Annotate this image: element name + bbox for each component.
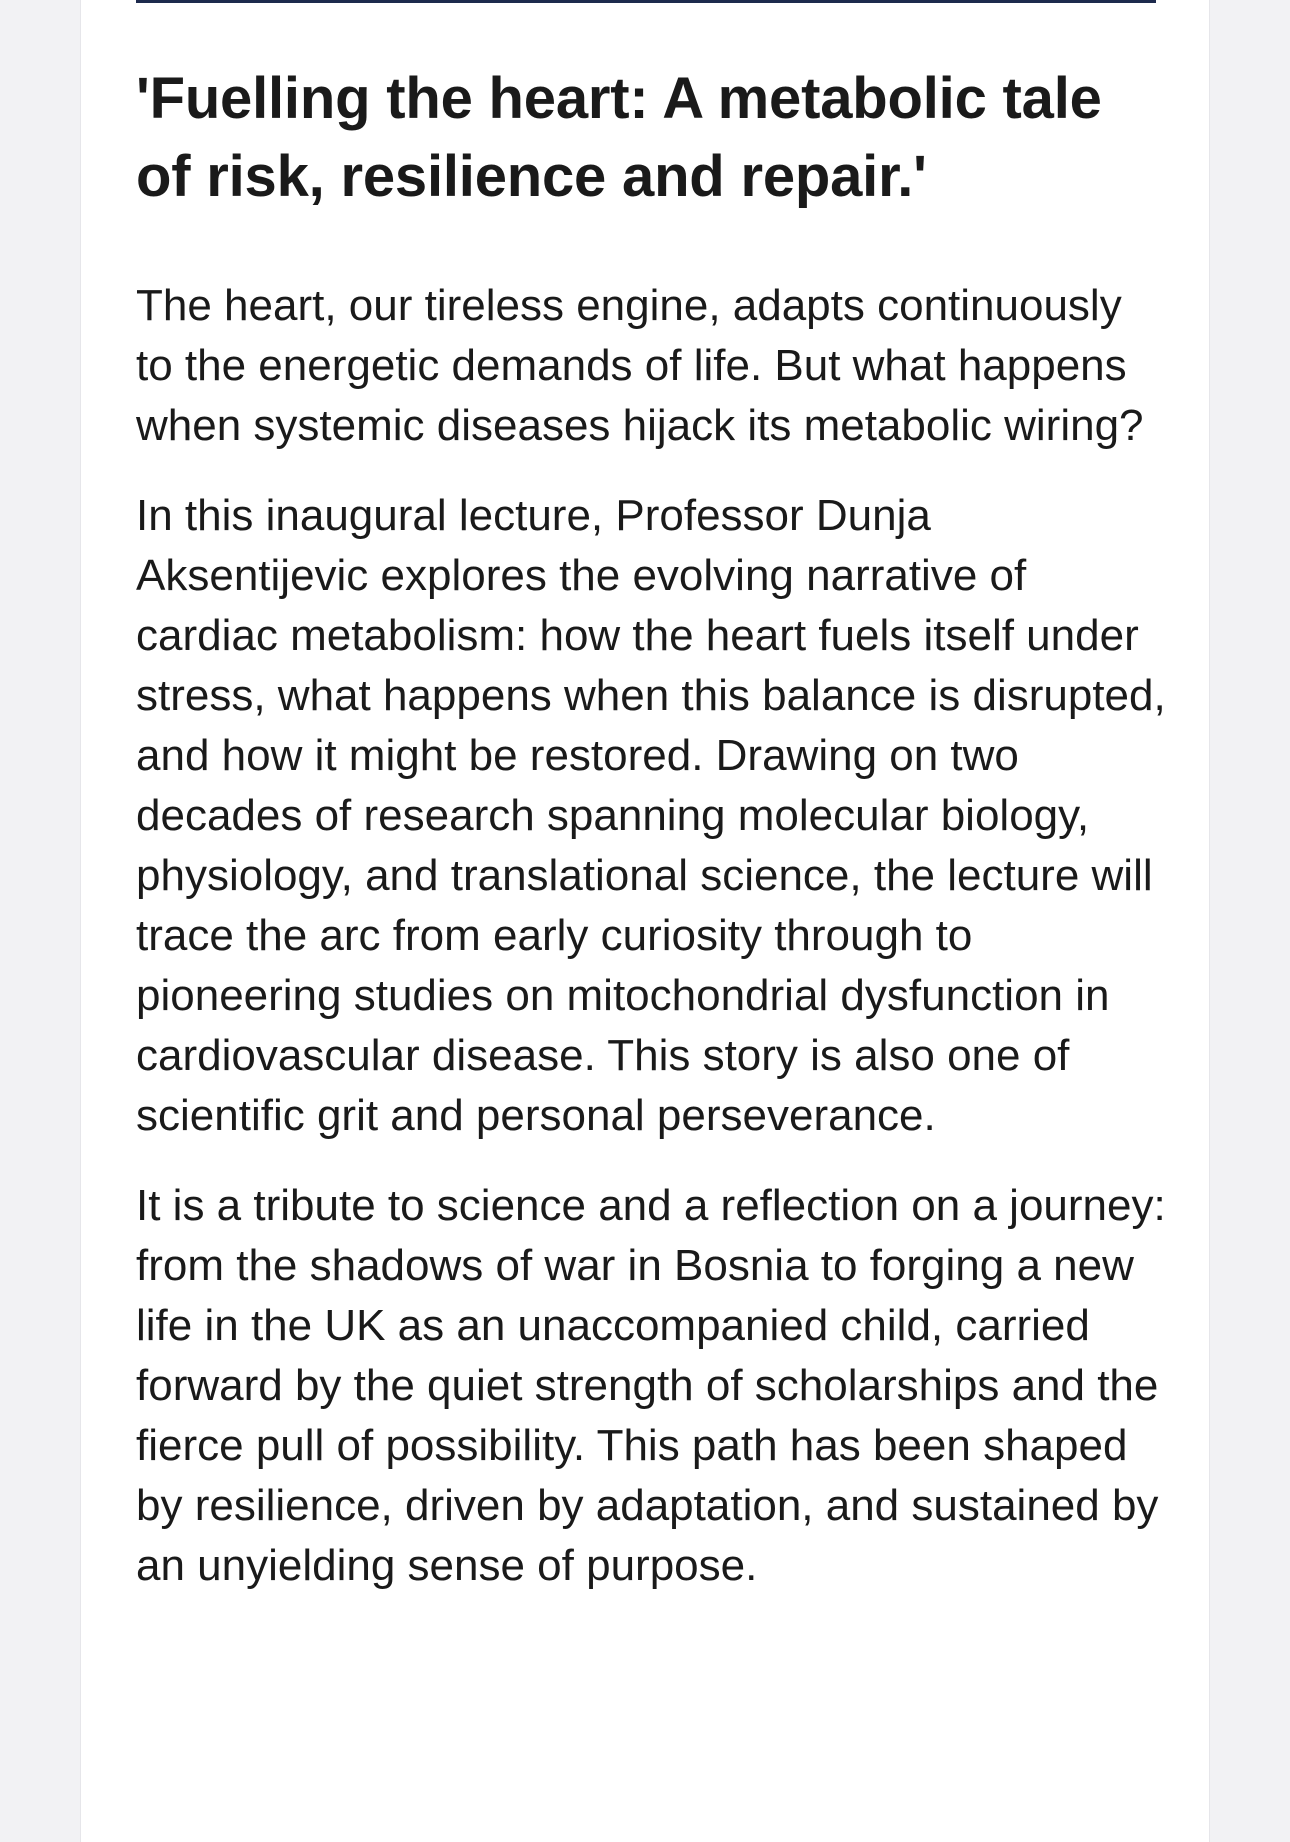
article-card [80, 0, 1210, 1842]
header-divider [136, 0, 1156, 3]
article-paragraph-3: It is a tribute to science and a reflection on a journey: from the shadows of war in Bosnia to forging a new life in the UK as an unaccompanied child, carried forward by the quiet strength of scholarships and the fierce pull of possibility. This path has been shaped by resilience, driven by adaptation, and sustained by an unyielding sense of purpose. [136, 1181, 1166, 1590]
article-paragraph-2: In this inaugural lecture, Professor Dunja Aksentijevic explores the evolving narrative of cardiac metabolism: how the heart fuels itself under stress, what happens when this balance is disrupted, and how it might be restored. Drawing on two decades of research spanning molecular biology, physiology, and translational science, the lecture will trace the arc from early curiosity through to pioneering studies on mitochondrial dysfunction in cardiovascular disease. This story is also one of scientific grit and personal perseverance. [136, 491, 1166, 1140]
article-paragraph-1: The heart, our tireless engine, adapts continuously to the energetic demands of life. But what happens when systemic diseases hijack its metabolic wiring? [136, 281, 1144, 450]
article-content [136, 60, 1166, 1596]
article-title: 'Fuelling the heart: A metabolic tale of risk, resilience and repair.' [136, 66, 1102, 209]
